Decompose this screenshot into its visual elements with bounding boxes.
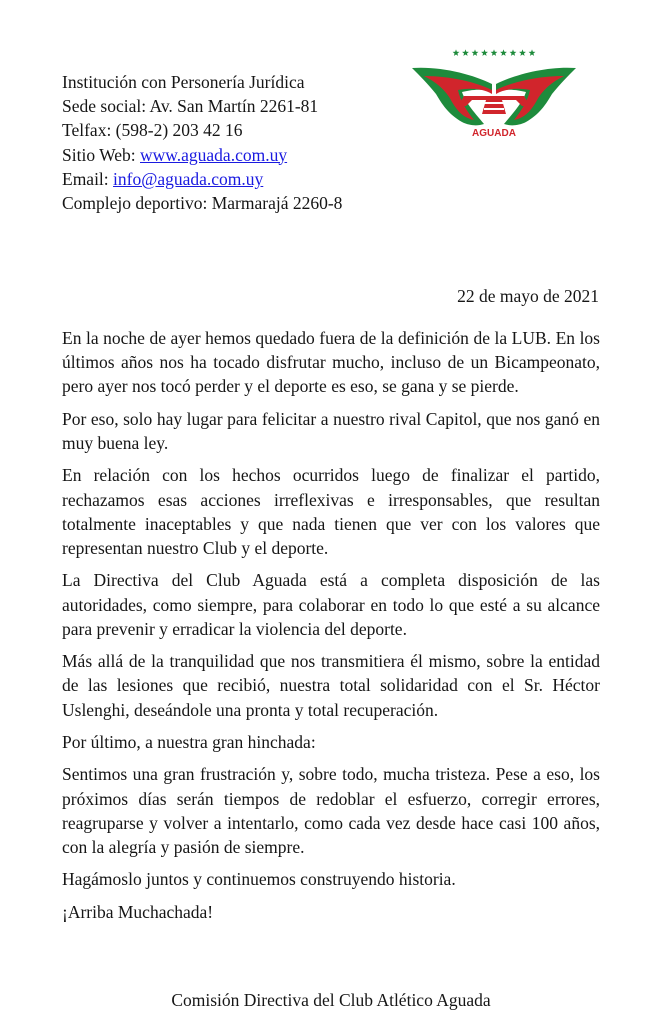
star-icon xyxy=(491,49,498,56)
legal-status-line: Institución con Personería Jurídica xyxy=(62,72,305,92)
paragraph: Más allá de la tranquilidad que nos transmitiera él mismo, sobre la entidad de las lesiones que recibió, nuestra total solidaridad con el Sr. Héctor Uslenghi, deseándole una pronta y total recuperación. xyxy=(62,651,600,720)
star-icon xyxy=(519,49,526,56)
telfax-line: Telfax: (598-2) 203 42 16 xyxy=(62,120,243,141)
website-label: Sitio Web: xyxy=(62,144,140,165)
address-line: Sede social: Av. San Martín 2261-81 xyxy=(62,96,319,117)
paragraph: Sentimos una gran frustración y, sobre todo, mucha tristeza. Pese a eso, los próximos días serán tiempos de redoblar el esfuerzo, corregir errores, reagruparse y volver a intentarlo, como cada vez desde hace casi 100 años, con la alegría y pasión de siempre. xyxy=(62,764,600,857)
club-aguada-logo xyxy=(406,46,582,146)
sports-complex-line: Complejo deportivo: Marmarajá 2260-8 xyxy=(62,193,343,214)
paragraph: Hagámoslo juntos y continuemos construyendo historia. xyxy=(62,869,456,890)
star-icon xyxy=(529,49,536,56)
paragraph: En relación con los hechos ocurridos luego de finalizar el partido, rechazamos esas acciones irreflexivas e irresponsables, que resultan totalmente inaceptables y que nada tienen que ver con los valores que representan nuestro Club y el deporte. xyxy=(62,465,600,558)
email-line xyxy=(62,167,342,191)
paragraph: La Directiva del Club Aguada está a completa disposición de las autoridades, como siempre, para colaborar en todo lo que esté a su alcance para prevenir y erradicar la violencia del deporte. xyxy=(62,570,600,639)
email-label: Email: xyxy=(62,168,114,189)
email-link[interactable]: info@aguada.com.uy xyxy=(113,168,264,189)
logo-text: AGUADA xyxy=(472,128,516,139)
star-icon xyxy=(500,49,507,56)
paragraph: Por eso, solo hay lugar para felicitar a nuestro rival Capitol, que nos ganó en muy buena ley. xyxy=(62,408,600,453)
paragraph: ¡Arriba Muchachada! xyxy=(62,901,214,922)
paragraph: Por último, a nuestra gran hinchada: xyxy=(62,731,316,752)
paragraph: En la noche de ayer hemos quedado fuera de la definición de la LUB. En los últimos años nos ha tocado disfrutar mucho, incluso de un Bicampeonato, pero ayer nos tocó perder y el deporte es eso, se gana y se pierde. xyxy=(62,328,600,397)
letter-date: 22 de mayo de 2021 xyxy=(457,286,599,306)
logo-stars xyxy=(453,49,536,56)
star-icon xyxy=(472,49,479,56)
star-icon xyxy=(481,49,488,56)
website-link[interactable]: www.aguada.com.uy xyxy=(140,144,288,165)
signature: Comisión Directiva del Club Atlético Aguada xyxy=(171,990,491,1010)
website-line xyxy=(62,143,342,167)
star-icon xyxy=(462,49,469,56)
letter-body xyxy=(62,326,600,932)
star-icon xyxy=(453,49,460,56)
star-icon xyxy=(510,49,517,56)
letterhead-info xyxy=(62,70,342,215)
